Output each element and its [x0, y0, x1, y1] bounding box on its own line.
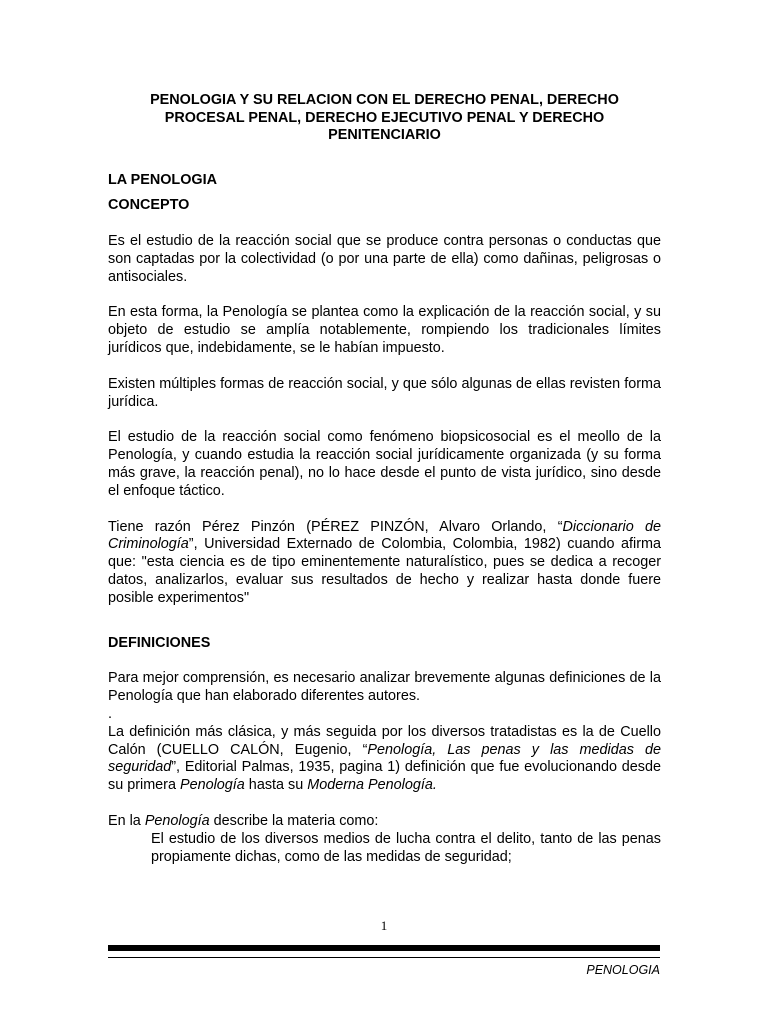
paragraph-7-italic-moderna: Moderna Penología.: [307, 777, 437, 794]
paragraph-5: [108, 519, 661, 608]
paragraph-8-italic: Penología: [144, 813, 210, 830]
paragraph-8: [108, 813, 661, 831]
heading-concepto: CONCEPTO: [108, 197, 190, 214]
footer-thin-rule: [108, 957, 660, 958]
paragraph-dot: .: [108, 706, 112, 723]
indented-quote: El estudio de los diversos medios de lucha contra el delito, tanto de las penas propiamente dichas, como de las medidas de seguridad;: [151, 830, 661, 865]
heading-definiciones: DEFINICIONES: [108, 634, 211, 651]
footer-thick-rule: [108, 945, 660, 951]
paragraph-7-text-c: ”, Editorial Palmas, 1935, pagina 1) definición que fue evolucionando desde su primera: [108, 759, 661, 794]
paragraph-5-text-a: Tiene razón Pérez Pinzón (PÉREZ PINZÓN, Alvaro Orlando, “: [108, 518, 563, 535]
paragraph-3: Existen múltiples formas de reacción social, y que sólo algunas de ellas revisten forma jurídica.: [108, 375, 661, 410]
paragraph-7: [108, 724, 661, 795]
paragraph-5-italic: Diccionario de Criminología: [108, 518, 662, 553]
footer-label: PENOLOGIA: [586, 963, 660, 977]
paragraph-7-text-a: La definición más clásica, y más seguida por los diversos tratadistas es la de Cuello Calón (CUELLO CALÓN, Eugenio, “: [108, 723, 661, 758]
paragraph-5-text-c: ”, Universidad Externado de Colombia, Colombia, 1982) cuando afirma que: "esta ciencia es de tipo eminentemente naturalístico, pues se dedica a recoger datos, analizarlos, evaluar sus resultados de hecho y realizar hasta donde fuere posible experimentos": [108, 536, 661, 606]
paragraph-4: El estudio de la reacción social como fenómeno biopsicosocial es el meollo de la Penología, y cuando estudia la reacción social jurídicamente organizada (y su forma más grave, la reacción penal), no lo hace desde el punto de vista jurídico, sino desde el enfoque táctico.: [108, 429, 661, 499]
page-number: 1: [380, 918, 388, 933]
paragraph-2: En esta forma, la Penología se plantea como la explicación de la reacción social, y su objeto de estudio se amplía notablemente, rompiendo los tradicionales límites jurídicos que, indebidamente, se le habían impuesto.: [108, 304, 661, 357]
paragraph-7-italic-title: Penología, Las penas y las medidas de seguridad: [108, 741, 661, 776]
paragraph-7-italic-penologia: Penología: [179, 777, 245, 794]
heading-la-penologia: LA PENOLOGIA: [108, 171, 217, 188]
paragraph-8-text-a: En la: [108, 813, 145, 830]
paragraph-1: Es el estudio de la reacción social que se produce contra personas o conductas que son captadas por la colectividad (o por una parte de ella) como dañinas, peligrosas o antisociales.: [108, 233, 661, 285]
paragraph-7-text-e: hasta su: [244, 777, 308, 794]
paragraph-6: Para mejor comprensión, es necesario analizar brevemente algunas definiciones de la Penología que han elaborado diferentes autores.: [108, 670, 661, 705]
paragraph-8-text-c: describe la materia como:: [209, 813, 379, 830]
document-body: [108, 92, 661, 866]
document-title: PENOLOGIA Y SU RELACION CON EL DERECHO PENAL, DERECHO PROCESAL PENAL, DERECHO EJECUTIVO PENAL Y DERECHO PENITENCIARIO: [150, 92, 619, 143]
